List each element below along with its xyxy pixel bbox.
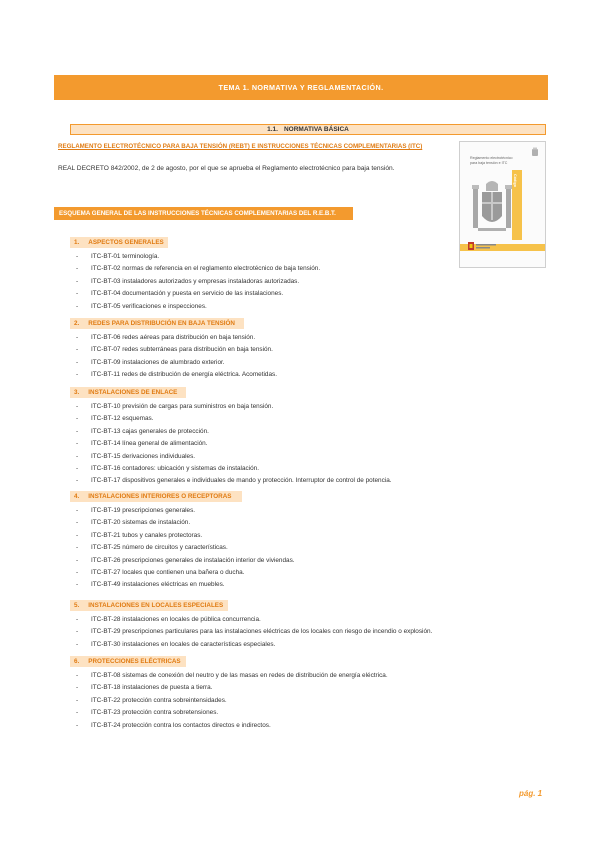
list-item-text: ITC-BT-09 instalaciones de alumbrado exterior. <box>91 358 225 366</box>
category-title: ASPECTOS GENERALES <box>88 239 164 246</box>
list-item-text: ITC-BT-07 redes subterráneas para distribución en baja tensión. <box>91 346 273 354</box>
list-item <box>76 440 208 448</box>
list-item-text: ITC-BT-27 locales que contienen una bañera o ducha. <box>91 569 245 576</box>
list-item-text: ITC-BT-19 prescripciones generales. <box>91 507 196 514</box>
list-item-text: ITC-BT-16 contadores: ubicación y sistemas de instalación. <box>91 465 260 472</box>
list-item-text: ITC-BT-05 verificaciones e inspecciones. <box>91 302 207 310</box>
list-bullet: - <box>76 531 79 539</box>
list-bullet: - <box>76 709 79 717</box>
list-bullet: - <box>76 290 79 298</box>
list-item-text: ITC-BT-06 redes aéreas para distribución en baja tensión. <box>91 334 256 341</box>
list-bullet: - <box>76 452 79 460</box>
category-number: 4. <box>74 493 80 500</box>
list-item-text: ITC-BT-18 instalaciones de puesta a tierra. <box>91 684 213 692</box>
list-item <box>76 359 225 367</box>
list-bullet: - <box>76 616 79 623</box>
list-bullet: - <box>76 477 79 485</box>
list-bullet: - <box>76 427 79 435</box>
list-item <box>76 403 273 411</box>
ministry-logo-icon <box>468 240 498 252</box>
category-number: 1. <box>74 239 80 246</box>
decree-text: REAL DECRETO 842/2002, de 2 de agosto, por el que se aprueba el Reglamento electrotécnico para baja tensión. <box>58 165 395 172</box>
section-title: NORMATIVA BÁSICA <box>283 126 349 133</box>
list-item-text: ITC-BT-12 esquemas. <box>91 415 154 423</box>
category-heading <box>70 237 168 248</box>
list-item-text: ITC-BT-15 derivaciones individuales. <box>91 452 196 460</box>
list-bullet: - <box>76 569 79 576</box>
list-item <box>76 453 195 461</box>
list-item <box>76 465 259 473</box>
list-bullet: - <box>76 507 79 514</box>
list-bullet: - <box>76 302 79 310</box>
category-title: PROTECCIONES ELÉCTRICAS <box>88 658 181 665</box>
list-item-text: ITC-BT-20 sistemas de instalación. <box>91 519 191 527</box>
list-item <box>76 477 392 485</box>
list-bullet: - <box>76 265 79 273</box>
category-number: 2. <box>74 320 80 327</box>
list-item-text: ITC-BT-11 redes de distribución de energía eléctrica. Acometidas. <box>91 371 278 379</box>
list-bullet: - <box>76 371 79 379</box>
list-bullet: - <box>76 721 79 729</box>
category-number: 5. <box>74 602 80 609</box>
category-heading <box>70 656 186 667</box>
list-item <box>76 519 190 527</box>
list-item-text: ITC-BT-13 cajas generales de protección. <box>91 427 209 435</box>
list-item-text: ITC-BT-29 prescripciones particulares para las instalaciones eléctricas de los locales con riesgo de incendio o explosión. <box>91 628 433 636</box>
list-item <box>76 415 154 423</box>
book-cover-image <box>459 141 546 268</box>
list-item <box>76 557 295 565</box>
list-bullet: - <box>76 415 79 423</box>
list-item <box>76 641 275 649</box>
list-item-text: ITC-BT-17 dispositivos generales e individuales de mando y protección. Interruptor de control de potencia. <box>91 477 392 485</box>
list-bullet: - <box>76 544 79 552</box>
list-item <box>76 709 218 717</box>
list-item <box>76 428 209 436</box>
chapter-banner: TEMA 1. NORMATIVA Y REGLAMENTACIÓN. <box>54 75 548 100</box>
list-item <box>76 722 271 730</box>
list-bullet: - <box>76 519 79 527</box>
list-item <box>76 697 227 705</box>
list-item-text: ITC-BT-23 protección contra sobretensiones. <box>91 709 219 717</box>
list-item-text: ITC-BT-08 sistemas de conexión del neutro y de las masas en redes de distribución de energía eléctrica. <box>91 672 388 679</box>
category-title: INSTALACIONES INTERIORES O RECEPTORAS <box>88 493 232 500</box>
page-number: pág. 1 <box>519 789 543 798</box>
list-bullet: - <box>76 334 79 341</box>
cover-ribbon-label: Código <box>513 174 517 188</box>
list-item <box>76 290 283 298</box>
list-item <box>76 581 225 589</box>
list-bullet: - <box>76 628 79 636</box>
section-heading <box>70 124 546 135</box>
list-bullet: - <box>76 440 79 448</box>
section-number: 1.1. <box>267 126 278 133</box>
regulation-title: REGLAMENTO ELECTROTÉCNICO PARA BAJA TENSIÓN (REBT) E INSTRUCCIONES TÉCNICAS COMPLEMENTARIAS (ITC) <box>58 143 423 150</box>
list-item <box>76 544 228 552</box>
list-bullet: - <box>76 684 79 692</box>
list-item-text: ITC-BT-02 normas de referencia en el reglamento electrotécnico de baja tensión. <box>91 265 321 273</box>
category-heading <box>70 318 244 329</box>
list-item-text: ITC-BT-30 instalaciones en locales de características especiales. <box>91 640 276 648</box>
list-bullet: - <box>76 640 79 648</box>
list-item-text: ITC-BT-14 línea general de alimentación. <box>91 440 208 448</box>
list-bullet: - <box>76 465 79 472</box>
list-item-text: ITC-BT-26 prescripciones generales de instalación interior de viviendas. <box>91 556 295 564</box>
list-item <box>76 346 273 354</box>
category-title: REDES PARA DISTRIBUCIÓN EN BAJA TENSIÓN <box>88 320 235 327</box>
list-bullet: - <box>76 358 79 366</box>
list-item-text: ITC-BT-01 terminología. <box>91 253 160 260</box>
list-item-text: ITC-BT-04 documentación y puesta en servicio de las instalaciones. <box>91 290 284 298</box>
scheme-heading: ESQUEMA GENERAL DE LAS INSTRUCCIONES TÉCNICAS COMPLEMENTARIAS DEL R.E.B.T. <box>54 207 353 220</box>
list-item-text: ITC-BT-25 número de circuitos y características. <box>91 544 228 552</box>
list-item <box>76 532 202 540</box>
list-item-text: ITC-BT-22 protección contra sobreintensidades. <box>91 696 227 704</box>
list-item <box>76 684 212 692</box>
list-item <box>76 278 299 286</box>
small-crest-icon <box>530 147 540 157</box>
list-item <box>76 265 320 273</box>
list-item <box>76 334 255 342</box>
category-heading <box>70 491 242 502</box>
category-title: INSTALACIONES DE ENLACE <box>88 389 178 396</box>
category-number: 3. <box>74 389 80 396</box>
list-item-text: ITC-BT-21 tubos y canales protectoras. <box>91 531 203 539</box>
list-item <box>76 616 261 624</box>
list-bullet: - <box>76 672 79 679</box>
list-item <box>76 628 432 636</box>
list-item-text: ITC-BT-10 previsión de cargas para suministros en baja tensión. <box>91 403 274 410</box>
category-number: 6. <box>74 658 80 665</box>
list-item-text: ITC-BT-03 instaladores autorizados y empresas instaladoras autorizadas. <box>91 277 300 285</box>
list-bullet: - <box>76 346 79 354</box>
list-bullet: - <box>76 556 79 564</box>
list-bullet: - <box>76 277 79 285</box>
cover-title: Reglamento electrotécnico para baja tensión e ITC <box>470 156 513 165</box>
category-heading <box>70 600 228 611</box>
list-bullet: - <box>76 696 79 704</box>
list-item-text: ITC-BT-24 protección contra los contactos directos e indirectos. <box>91 721 271 729</box>
list-item <box>76 303 207 311</box>
list-item <box>76 371 277 379</box>
list-item <box>76 507 195 515</box>
category-heading <box>70 387 186 398</box>
list-item-text: ITC-BT-28 instalaciones en locales de pública concurrencia. <box>91 616 261 623</box>
list-item <box>76 672 388 680</box>
list-item <box>76 253 159 261</box>
list-bullet: - <box>76 253 79 260</box>
list-bullet: - <box>76 581 79 589</box>
list-item <box>76 569 244 577</box>
list-bullet: - <box>76 403 79 410</box>
category-title: INSTALACIONES EN LOCALES ESPECIALES <box>88 602 224 609</box>
coat-of-arms-icon <box>472 178 512 238</box>
list-item-text: ITC-BT-49 instalaciones eléctricas en muebles. <box>91 581 225 589</box>
